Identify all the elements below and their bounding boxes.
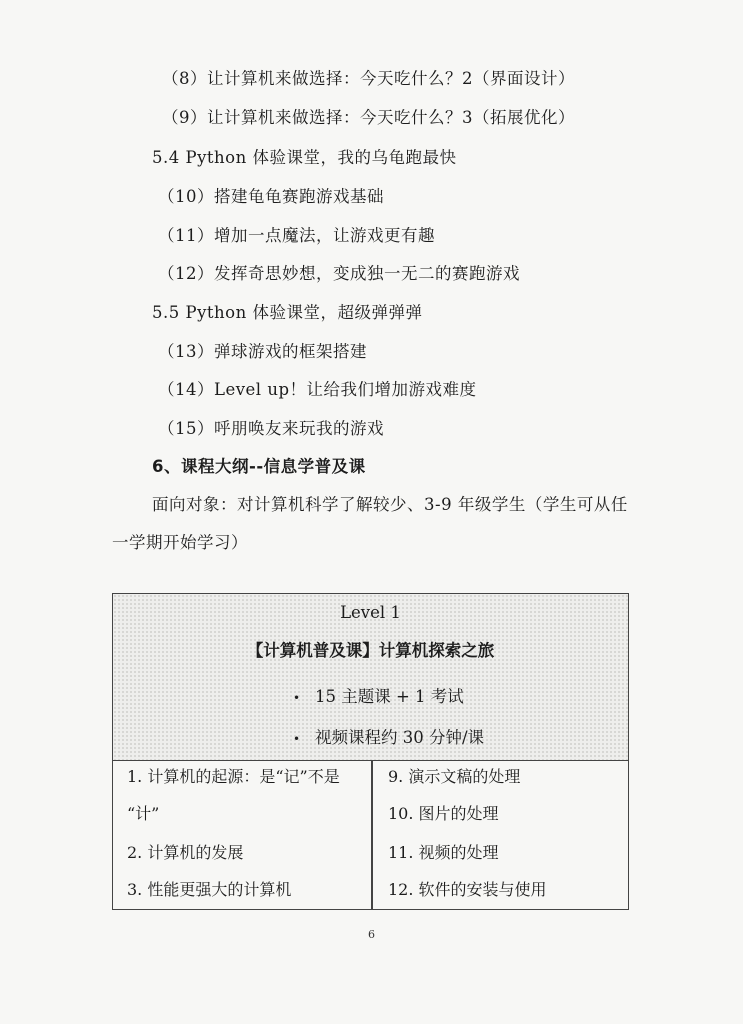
lesson-11: （11）增加一点魔法，让游戏更有趣 [158, 226, 435, 245]
right-item-11: 11. 视频的处理 [388, 843, 499, 862]
audience-paragraph-line-2: 一学期开始学习） [112, 533, 248, 552]
section-5-5-title: 5.5 Python 体验课堂，超级弹弹弹 [152, 303, 423, 322]
section-5-4-title: 5.4 Python 体验课堂，我的乌龟跑最快 [152, 148, 457, 167]
lesson-10: （10）搭建龟龟赛跑游戏基础 [158, 187, 384, 206]
right-item-12: 12. 软件的安装与使用 [388, 880, 547, 899]
left-item-3: 3. 性能更强大的计算机 [127, 880, 292, 899]
course-card-header [113, 594, 628, 761]
audience-paragraph-line-1: 面向对象：对计算机科学了解较少、3-9 年级学生（学生可从任 [152, 495, 628, 514]
course-title: 【计算机普及课】计算机探索之旅 [246, 641, 495, 660]
column-divider [371, 761, 373, 909]
right-item-10: 10. 图片的处理 [388, 804, 499, 823]
lesson-13: （13）弹球游戏的框架搭建 [158, 342, 367, 361]
level-label: Level 1 [340, 603, 401, 622]
section-6-heading: 6、课程大纲--信息学普及课 [152, 457, 366, 476]
left-item-2: 2. 计算机的发展 [127, 843, 244, 862]
left-item-1-continued: “计” [127, 804, 160, 823]
bullet-item [293, 686, 464, 709]
lesson-9: （9）让计算机来做选择：今天吃什么？3（拓展优化） [162, 108, 575, 127]
page-number: 6 [368, 928, 375, 941]
bullet-dot-icon: • [293, 690, 301, 705]
course-card [112, 593, 629, 910]
lesson-8: （8）让计算机来做选择：今天吃什么？2（界面设计） [162, 69, 575, 88]
left-item-1: 1. 计算机的起源：是“记”不是 [127, 767, 340, 786]
bullet-dot-icon: • [293, 731, 301, 746]
lesson-14: （14）Level up！让给我们增加游戏难度 [158, 380, 477, 399]
lesson-15: （15）呼朋唤友来玩我的游戏 [158, 419, 384, 438]
bullet-text: 视频课程约 30 分钟/课 [315, 728, 485, 747]
bullet-text: 15 主题课 + 1 考试 [315, 687, 464, 706]
bullet-item [293, 727, 484, 750]
lesson-12: （12）发挥奇思妙想，变成独一无二的赛跑游戏 [158, 264, 520, 283]
right-item-9: 9. 演示文稿的处理 [388, 767, 521, 786]
